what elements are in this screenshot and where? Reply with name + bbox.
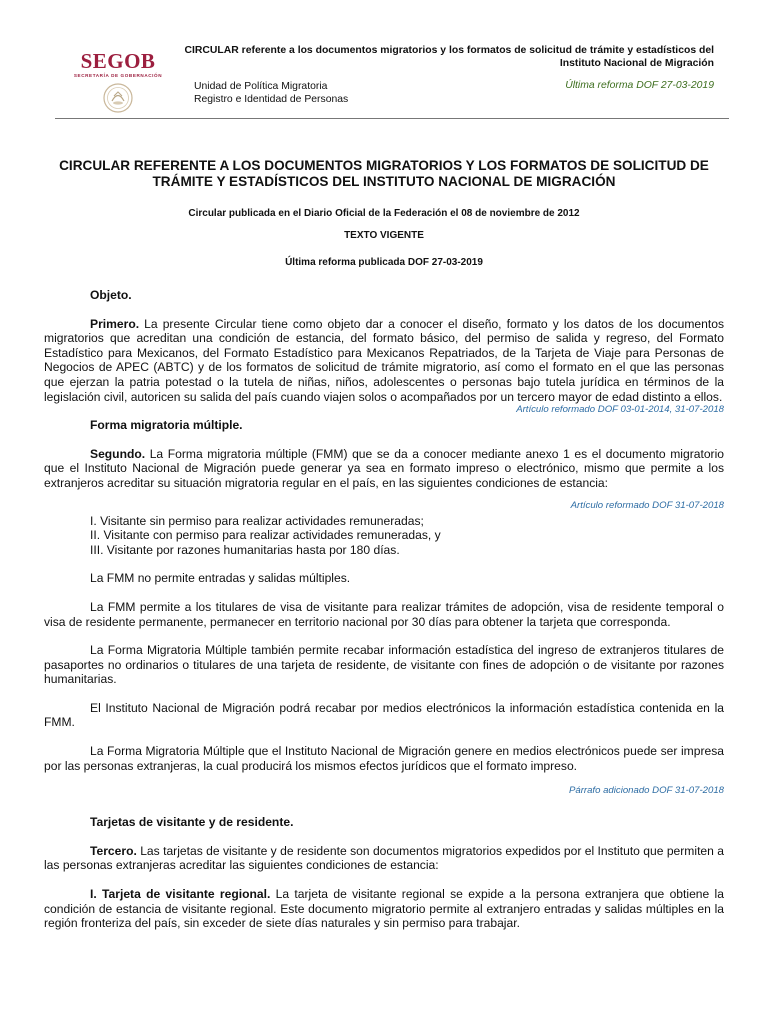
paragraph: La FMM no permite entradas y salidas múltiples.	[90, 571, 351, 586]
item-text: La tarjeta de visitante regional se expide a la persona extranjera que obtiene la condición de estancia de visitante regional. Este documento migratorio permite al extranjero entradas y salidas múltiples en la región fronteriza del país, sin exceder de siete días naturales y sin permiso para trabajar.	[44, 887, 724, 931]
item-label: I. Tarjeta de visitante regional.	[90, 887, 271, 902]
header-divider	[55, 118, 729, 119]
logo-subtitle: SECRETARÍA DE GOBERNACIÓN	[73, 73, 163, 78]
document-body	[44, 158, 724, 931]
paragraph-tercero	[44, 844, 724, 873]
condition-list	[44, 514, 724, 558]
paragraph-primero	[44, 317, 724, 405]
national-seal-icon	[100, 82, 136, 114]
header-unit-line1: Unidad de Política Migratoria	[194, 81, 328, 92]
list-item: II. Visitante con permiso para realizar actividades remuneradas, y	[90, 528, 441, 543]
article-label: Primero.	[90, 316, 140, 331]
paragraph-segundo	[44, 447, 724, 491]
document-title: CIRCULAR REFERENTE A LOS DOCUMENTOS MIGRATORIOS Y LOS FORMATOS DE SOLICITUD DE TRÁMITE Y ESTADÍSTICOS DEL INSTITUTO NACIONAL DE MIGRACIÓN	[59, 158, 709, 189]
reform-note: Artículo reformado DOF 03-01-2014, 31-07-2018	[516, 404, 724, 416]
paragraph: La Forma Migratoria Múltiple que el Instituto Nacional de Migración genere en medios electrónicos puede ser impresa por las personas extranjeras, la cual producirá los mismos efectos jurídicos que el formato impreso.	[44, 744, 724, 773]
article-label: Tercero.	[90, 843, 137, 858]
header-title: CIRCULAR referente a los documentos migratorios y los formatos de solicitud de trámite y estadísticos del Instituto Nacional de Migración	[184, 45, 714, 69]
article-text: La Forma migratoria múltiple (FMM) que se da a conocer mediante anexo 1 es el documento migratorio que el Instituto Nacional de Migración puede generar ya sea en formato impreso o electrónico, mismo que permite a los extranjeros acreditar su situación migratoria regular en el país, en las siguientes condiciones de estancia:	[44, 446, 724, 490]
article-text: La presente Circular tiene como objeto dar a conocer el diseño, formato y los datos de los documentos migratorios que acreditan una condición de estancia, del formato básico, del permiso de salida y regreso, del Formato Estadístico para Mexicanos, del Formato Estadístico para Mexicanos Repatriados, de la Tarjeta de Viaje para Personas de Negocios de APEC (ABTC) y de los formatos de solicitud de trámite migratorio, así como el formato en el que las personas que ejerzan la patria potestad o la tutela de niñas, niños, adolescentes o personas bajo tutela jurídica en términos de la legislación civil, autoricen su salida del país cuando viajen solos o acompañados por un tercero mayor de edad distinto a ellos.	[44, 316, 724, 404]
paragraph: La Forma Migratoria Múltiple también permite recabar información estadística del ingreso de extranjeros titulares de pasaportes no ordinarios o titulares de una tarjeta de residente, de visitante con fines de adopción o de visitante por razones humanitarias.	[44, 643, 724, 687]
header-last-reform: Última reforma DOF 27-03-2019	[565, 80, 714, 91]
article-text: Las tarjetas de visitante y de residente son documentos migratorios expedidos por el Instituto que permiten a las personas extranjeras acreditar las siguientes condiciones de estancia:	[44, 843, 724, 873]
paragraph: La FMM permite a los titulares de visa de visitante para realizar trámites de adopción, visa de residente temporal o visa de residente permanente, permanecer en territorio nacional por 30 días para obtener la tarjeta que corresponda.	[44, 599, 724, 629]
header-unit	[194, 80, 348, 106]
last-reform-line: Última reforma publicada DOF 27-03-2019	[285, 257, 483, 268]
article-label: Segundo.	[90, 446, 146, 461]
reform-note: Párrafo adicionado DOF 31-07-2018	[568, 785, 724, 797]
heading-fmm: Forma migratoria múltiple.	[90, 418, 243, 433]
logo-wordmark: SEGOB	[80, 49, 156, 73]
publication-line: Circular publicada en el Diario Oficial de la Federación el 08 de noviembre de 2012	[188, 208, 580, 219]
heading-tarjetas: Tarjetas de visitante y de residente.	[90, 815, 294, 830]
list-item: I. Visitante sin permiso para realizar actividades remuneradas;	[90, 513, 424, 528]
list-item: III. Visitante por razones humanitarias hasta por 180 días.	[90, 542, 400, 557]
paragraph: El Instituto Nacional de Migración podrá recabar por medios electrónicos la información estadística contenida en la FMM.	[44, 700, 724, 730]
header-unit-line2: Registro e Identidad de Personas	[194, 94, 349, 105]
status-line: TEXTO VIGENTE	[344, 230, 424, 241]
reform-note: Artículo reformado DOF 31-07-2018	[570, 499, 724, 511]
paragraph-visitante-regional	[44, 887, 724, 931]
heading-objeto: Objeto.	[90, 288, 132, 302]
